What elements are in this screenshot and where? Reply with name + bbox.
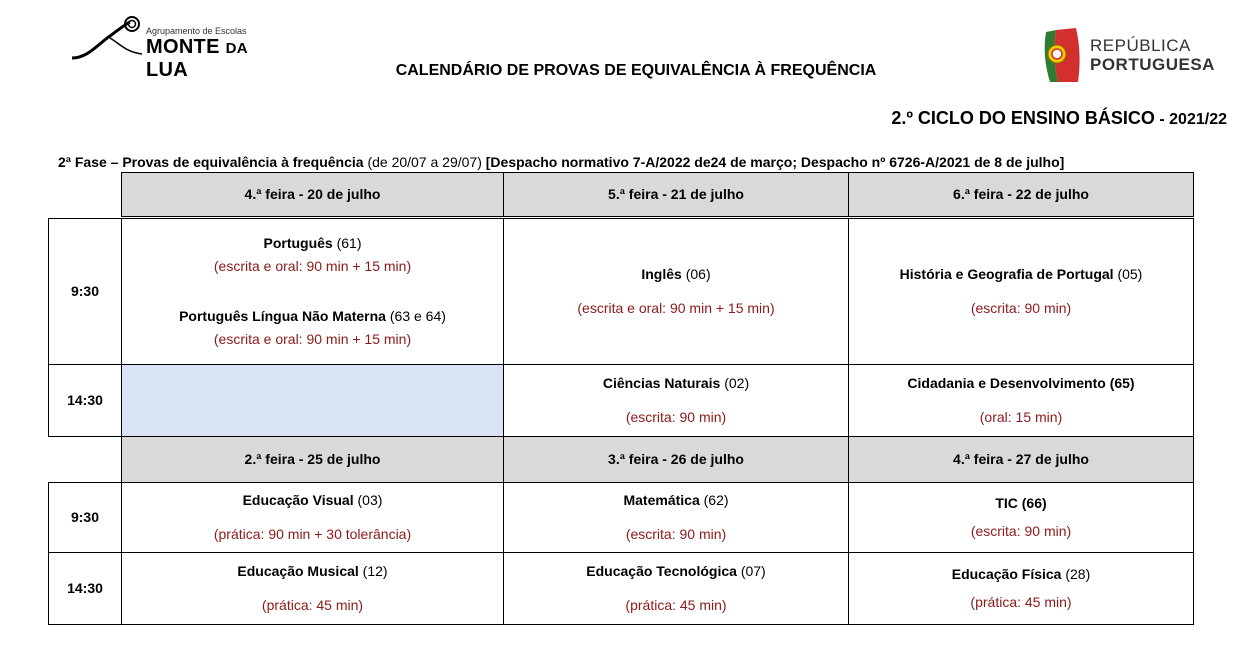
exam-cell: Ciências Naturais (02) (escrita: 90 min) <box>504 365 849 437</box>
moon-swirl-icon <box>70 14 150 62</box>
school-name: MONTE DA LUA <box>146 36 248 81</box>
exam-cell: Português (61) (escrita e oral: 90 min + 15 min) Português Língua Não Materna (63 e 64) (escrita e oral: 90 min + 15 min) <box>122 219 504 365</box>
time-cell: 9:30 <box>49 483 122 553</box>
exam-cell: História e Geografia de Portugal (05) (escrita: 90 min) <box>849 219 1194 365</box>
cycle-title: 2.º CICLO DO ENSINO BÁSICO - 2021/22 <box>891 108 1227 128</box>
time-cell: 9:30 <box>49 219 122 365</box>
day-header: 6.ª feira - 22 de julho <box>849 173 1194 217</box>
exam-cell: Educação Tecnológica (07) (prática: 45 min) <box>504 553 849 625</box>
exam-cell: Cidadania e Desenvolvimento (65) (oral: 15 min) <box>849 365 1194 437</box>
week2-header-row <box>49 437 1194 483</box>
time-cell: 14:30 <box>49 365 122 437</box>
exam-cell: TIC (66) (escrita: 90 min) <box>849 483 1194 553</box>
exam-cell: Educação Musical (12) (prática: 45 min) <box>122 553 504 625</box>
day-header: 5.ª feira - 21 de julho <box>504 173 849 217</box>
page-title: CALENDÁRIO DE PROVAS DE EQUIVALÊNCIA À FREQUÊNCIA <box>395 62 877 79</box>
day-header: 3.ª feira - 26 de julho <box>504 437 849 483</box>
schedule-row-930 <box>49 219 1194 365</box>
time-cell: 14:30 <box>49 553 122 625</box>
exam-cell: Educação Visual (03) (prática: 90 min + 30 tolerância) <box>122 483 504 553</box>
schedule-row-1430 <box>49 365 1194 437</box>
exam-cell: Matemática (62) (escrita: 90 min) <box>504 483 849 553</box>
republic-label-1: REPÚBLICA <box>1090 36 1191 55</box>
day-header: 4.ª feira - 20 de julho <box>122 173 504 217</box>
day-header: 4.ª feira - 27 de julho <box>849 437 1194 483</box>
school-group-label: Agrupamento de Escolas <box>146 26 247 36</box>
exam-cell: Educação Física (28) (prática: 45 min) <box>849 553 1194 625</box>
schedule-row-930 <box>49 483 1194 553</box>
empty-exam-cell <box>122 365 504 437</box>
phase-description: 2ª Fase – Provas de equivalência à frequência (de 20/07 a 29/07) [Despacho normativo 7-A/2022 de24 de março; Despacho nº 6726-A/2021 de 8 de julho] <box>58 154 1065 170</box>
school-logo <box>70 14 290 81</box>
schedule-row-1430 <box>49 553 1194 625</box>
exam-cell: Inglês (06) (escrita e oral: 90 min + 15 min) <box>504 219 849 365</box>
republic-label-2: PORTUGUESA <box>1090 55 1215 74</box>
exam-schedule-table <box>48 172 1194 625</box>
week1-header-row <box>49 173 1194 217</box>
day-header: 2.ª feira - 25 de julho <box>122 437 504 483</box>
